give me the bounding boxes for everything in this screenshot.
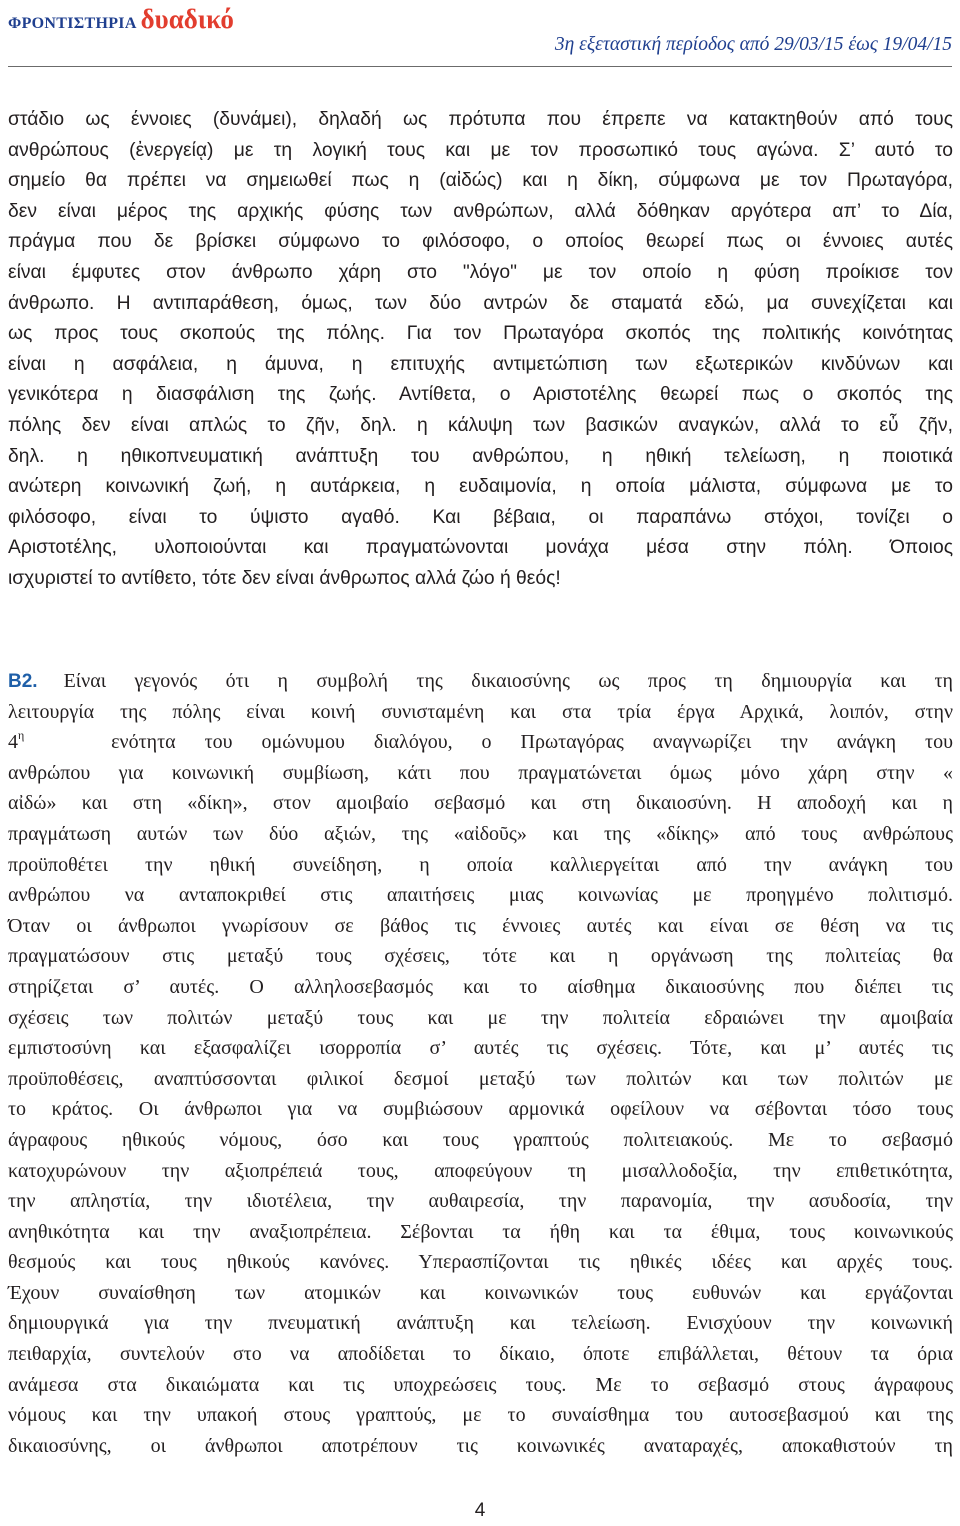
page-number: 4 [474, 1500, 486, 1521]
section-label: Β2. [8, 671, 38, 692]
section-b2-first-text: Είναι γεγονός ότι η συμβολή της δικαιοσύνης ως προς τη δημιουργία και τη [63, 670, 953, 692]
text-line: θεσμούς και τους ηθικούς κανόνες. Υπερασπίζονται τις ηθικές ιδέες και αρχές τους. [8, 1251, 953, 1274]
text-line: πράγμα που δε βρίσκει σύμφωνο το φιλόσοφο, ο οποίος θεωρεί πως οι έννοιες αυτές [8, 231, 953, 253]
text-line: προϋποθέσεις, αναπτύσσονται φιλικοί δεσμοί μεταξύ των πολιτών και των πολιτών με [8, 1067, 953, 1090]
text-line: φιλόσοφο, είναι το ύψιστο αγαθό. Και βέβαια, οι παραπάνω στόχοι, τονίζει ο [8, 506, 953, 528]
text-line: εμπιστοσύνη και εξασφαλίζει ισορροπία σ’ αυτές τις σχέσεις. Τότε, και μ’ αυτές τις [8, 1037, 953, 1060]
text-line: πραγματώσουν στις μεταξύ τους σχέσεις, τότε και η οργάνωση της πολιτείας θα [8, 945, 953, 968]
text-line: σημείο θα πρέπει να σημειωθεί πως η (αἰδώς) και η δίκη, σύμφωνα με τον Πρωταγόρα, [8, 170, 953, 192]
text-line: είναι η ασφάλεια, η άμυνα, η επιτυχής αντιμετώπιση των εξωτερικών κινδύνων και [8, 353, 953, 375]
section-b2-third-text: ενότητα του ομώνυμου διαλόγου, ο Πρωταγόρας αναγνωρίζει την ανάγκη του [111, 731, 953, 754]
text-line: ανάμεσα στα δικαιώματα και τις υποχρεώσεις τους. Με το σεβασμό στους άγραφους [8, 1373, 953, 1396]
section-b2-second-line: λειτουργία της πόλης είναι κοινή συνισταμένη και στα τρία έργα Αρχικά, λοιπόν, στην [8, 700, 953, 723]
section-b2 [8, 666, 953, 1461]
brand-name: δυαδικό [140, 4, 234, 34]
brand-prefix: ΦΡΟΝΤΙΣΤΗΡΙΑ [8, 15, 137, 32]
text-line: στάδιο ως έννοιες (δυνάμει), δηλαδή ως πρότυπα που έπρεπε να κατακτηθούν από τους [8, 109, 953, 130]
text-line: γενικότερα η διασφάλιση της ζωής. Αντίθετα, ο Αριστοτέλης θεωρεί πως ο σκοπός της [8, 384, 953, 406]
text-line: Έχουν συναίσθηση των ατομικών και κοινωνικών τους ευθυνών και εργάζονται [8, 1281, 953, 1304]
text-line: σχέσεις των πολιτών μεταξύ τους και με την πολιτεία εδραιώνει την αμοιβαία [8, 1006, 953, 1029]
text-line: το κράτος. Οι άνθρωποι για να συμβιώσουν αρμονικά οφείλουν να σέβονται τόσο τους [8, 1098, 953, 1121]
text-line: πειθαρχία, συντελούν στο να αποδίδεται το δίκαιο, όποτε επιβάλλεται, θέτουν τα όρια [8, 1343, 953, 1366]
text-line: πραγμάτωση αυτών των δύο αξιών, της «αἰδοῦς» και της «δίκης» από τους ανθρώπους [8, 822, 953, 845]
header-divider [8, 66, 952, 67]
page-header [8, 0, 952, 60]
text-line: στηρίζεται σ’ αυτές. Ο αλληλοσεβασμός και το αίσθημα δικαιοσύνης που διέπει τις [8, 975, 953, 998]
text-line: άγραφους ηθικούς νόμους, όσο και τους γραπτούς πολιτειακούς. Με το σεβασμό [8, 1128, 953, 1151]
brand-logo [8, 4, 234, 35]
text-line: ως προς τους σκοπούς της πόλης. Για τον Πρωταγόρα σκοπός της πολιτικής κοινότητας [8, 323, 953, 345]
text-line: προϋποθέτει την ηθική συνείδηση, η οποία καλλιεργείται από την ανάγκη του [8, 853, 953, 876]
unit-ordinal: η [18, 727, 25, 742]
paragraph-continuation [8, 105, 953, 595]
text-line: ανθρώπου για κοινωνική συμβίωση, κάτι που πραγματώνεται όμως μόνο χάρη στην « [8, 761, 953, 784]
text-line: νόμους και την υπακοή στους γραπτούς, με το συναίσθημα του αυτοσεβασμού και της [8, 1404, 953, 1427]
text-line: ανθρώπου να ανταποκριθεί στις απαιτήσεις μιας κοινωνίας με προηγμένο πολιτισμό. [8, 884, 953, 907]
text-line: Αριστοτέλης, υλοποιούνται και πραγματώνονται μονάχα μέσα στην πόλη. Όποιος [8, 537, 953, 559]
text-line: Όταν οι άνθρωποι γνωρίσουν σε βάθος τις έννοιες αυτές και είναι σε θέση να τις [8, 914, 953, 937]
unit-number: 4 [8, 731, 18, 754]
text-line: ανθρώπους (ἐνεργείᾳ) με τη λογική τους και με τον προσωπικό τους αγώνα. Σ’ αυτό το [8, 139, 953, 161]
text-line: δημιουργικά για την πνευματική ανάπτυξη και τελείωση. Ενισχύουν την κοινωνική [8, 1312, 953, 1335]
text-line: ισχυριστεί το αντίθετο, τότε δεν είναι άνθρωπος αλλά ζώο ή θεός! [8, 567, 561, 589]
text-line: ανηθικότητα και την αναξιοπρέπεια. Σέβονται τα ήθη και τα έθιμα, τους κοινωνικούς [8, 1220, 953, 1243]
text-line: δηλ. η ηθικοπνευματική ανάπτυξη του ανθρώπου, η ηθική τελείωση, η ποιοτικά [8, 445, 953, 467]
text-line: είναι έμφυτες στον άνθρωπο χάρη στο "λόγο" με τον οποίο η φύση προίκισε τον [8, 261, 953, 283]
text-line: την απληστία, την ιδιοτέλεια, την αυθαιρεσία, την παρανομία, την ασυδοσία, την [8, 1190, 953, 1213]
text-line: κατοχυρώνουν την αξιοπρέπειά τους, αποφεύγουν τη μισαλλοδοξία, την επιθετικότητα, [8, 1159, 953, 1182]
exam-period: 3η εξεταστική περίοδος από 29/03/15 έως 19/04/15 [554, 34, 952, 55]
text-line: άνθρωπο. Η αντιπαράθεση, όμως, των δύο αντρών δε σταματά εδώ, μα συνεχίζεται και [8, 292, 953, 314]
section-b2-third-line [8, 727, 953, 758]
section-b2-first-line [8, 666, 953, 697]
text-line: δεν είναι μέρος της αρχικής φύσης των ανθρώπων, αλλά δόθηκαν αργότερα απ’ το Δία, [8, 200, 953, 222]
section-b2-body [8, 758, 953, 1462]
text-line: δικαιοσύνης, οι άνθρωποι αποτρέπουν τις κοινωνικές αναταραχές, αποκαθιστούν τη [8, 1434, 953, 1457]
text-line: ανώτερη κοινωνική ζωή, η αυτάρκεια, η ευδαιμονία, η οποία μάλιστα, σύμφωνα με το [8, 476, 953, 498]
text-line: αἰδώ» και στη «δίκη», στον αμοιβαίο σεβασμό και στη δικαιοσύνη. Η αποδοχή και η [8, 792, 953, 815]
text-line: πόλης δεν είναι απλώς το ζῆν, δηλ. η κάλυψη των βασικών αναγκών, αλλά το εὖ ζῆν, [8, 414, 953, 436]
